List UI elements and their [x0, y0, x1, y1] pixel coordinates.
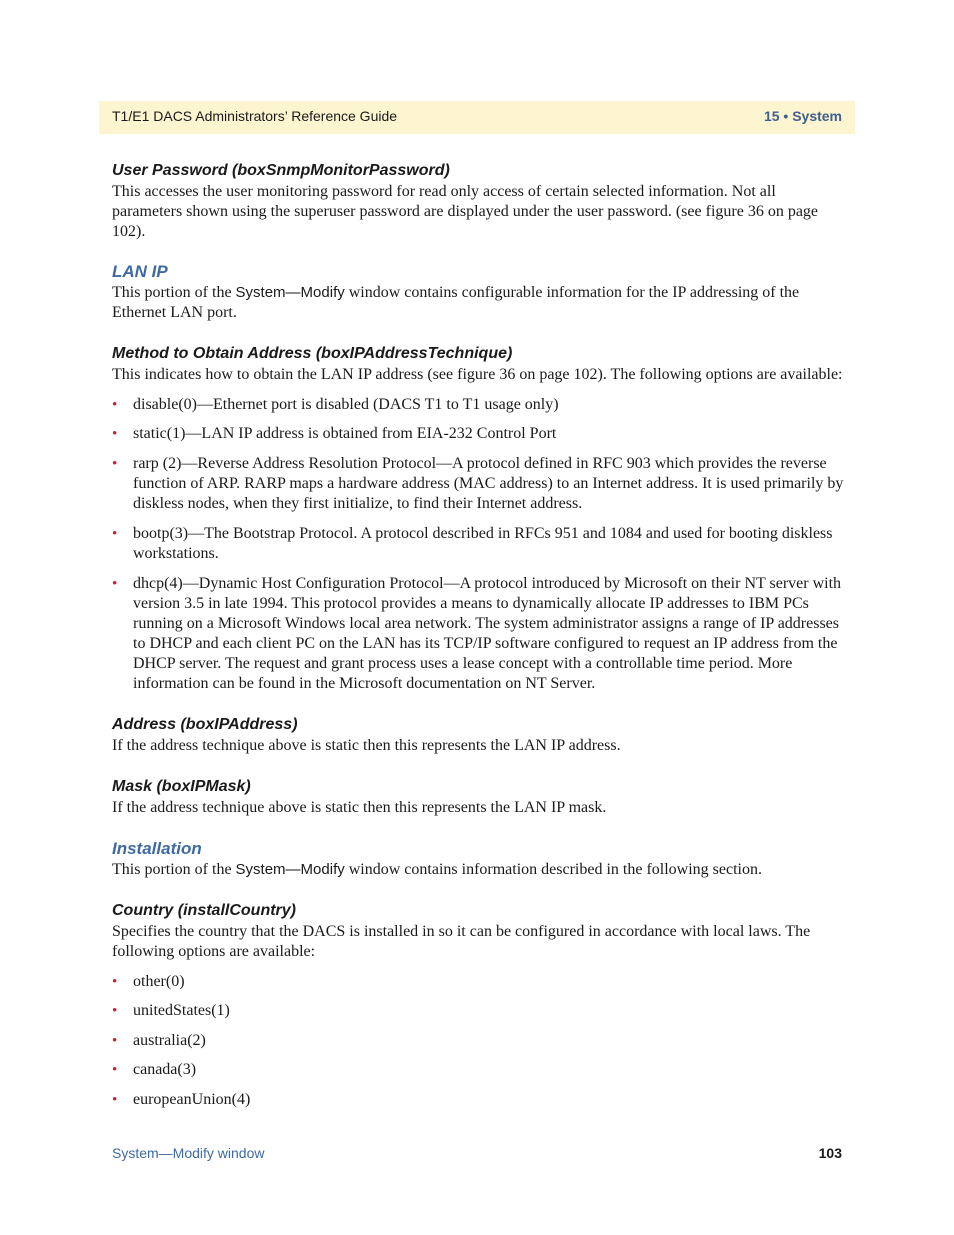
bullet-icon: • — [112, 1092, 118, 1108]
bullet-icon: • — [112, 1062, 118, 1078]
option-text: rarp (2)—Reverse Address Resolution Protocol—A protocol defined in RFC 903 which provides the reverse function of ARP. RARP maps a hardware address (MAC address) to an Internet address. It is used primarily by diskless nodes, when they first initialize, to find their Internet address. — [133, 455, 844, 512]
option-text: disable(0)—Ethernet port is disabled (DACS T1 to T1 usage only) — [133, 396, 559, 413]
bullet-icon: • — [112, 1003, 118, 1019]
list-item — [112, 972, 844, 992]
page-number: 103 — [818, 1145, 842, 1161]
bullet-icon: • — [112, 456, 118, 472]
page-content — [112, 160, 844, 1110]
installation-heading: Installation — [112, 839, 202, 858]
option-text: static(1)—LAN IP address is obtained from EIA-232 Control Port — [133, 425, 557, 442]
footer-section-title: System—Modify window — [112, 1145, 265, 1161]
bullet-icon: • — [112, 426, 118, 442]
bullet-icon: • — [112, 397, 118, 413]
list-item — [112, 424, 844, 444]
bullet-icon: • — [112, 576, 118, 592]
option-text: bootp(3)—The Bootstrap Protocol. A protocol described in RFCs 951 and 1084 and used for booting diskless workstations. — [133, 525, 833, 562]
method-body: This indicates how to obtain the LAN IP address (see figure 36 on page 102). The following options are available: — [112, 366, 843, 383]
window-name: System—Modify — [235, 284, 345, 301]
option-text: other(0) — [133, 973, 185, 990]
country-heading: Country (installCountry) — [112, 902, 296, 919]
list-item — [112, 1031, 844, 1051]
lan-ip-body-post: window contains configurable information for the IP addressing of the Ethernet LAN port. — [112, 284, 800, 321]
installation-body-post: window contains information described in the following section. — [344, 861, 762, 878]
list-item — [112, 524, 844, 564]
running-header — [99, 101, 855, 134]
bullet-icon: • — [112, 974, 118, 990]
option-text: canada(3) — [133, 1061, 197, 1078]
address-body: If the address technique above is static then this represents the LAN IP address. — [112, 737, 621, 754]
user-password-body: This accesses the user monitoring password for read only access of certain selected information. Not all parameters shown using the superuser password are displayed under the user password. (see figure 36 on page 102). — [112, 183, 819, 240]
method-options-list — [112, 395, 844, 694]
lan-ip-heading: LAN IP — [112, 262, 168, 281]
list-item — [112, 1060, 844, 1080]
method-heading: Method to Obtain Address (boxIPAddressTechnique) — [112, 345, 513, 362]
bullet-icon: • — [112, 526, 118, 542]
country-body: Specifies the country that the DACS is installed in so it can be configured in accordance with local laws. The following options are available: — [112, 923, 811, 960]
list-item — [112, 1090, 844, 1110]
chapter-label: 15 • System — [763, 108, 842, 124]
list-item — [112, 454, 844, 514]
address-heading: Address (boxIPAddress) — [112, 716, 298, 733]
list-item — [112, 395, 844, 415]
user-password-heading: User Password (boxSnmpMonitorPassword) — [112, 162, 450, 179]
mask-body: If the address technique above is static then this represents the LAN IP mask. — [112, 799, 607, 816]
mask-heading: Mask (boxIPMask) — [112, 778, 251, 795]
country-options-list — [112, 972, 844, 1110]
lan-ip-body-pre: This portion of the — [112, 284, 236, 301]
lan-ip-body — [112, 283, 844, 323]
installation-body-pre: This portion of the — [112, 861, 236, 878]
list-item — [112, 1001, 844, 1021]
guide-title: T1/E1 DACS Administrators’ Reference Guide — [112, 108, 398, 124]
window-name: System—Modify — [235, 861, 345, 878]
list-item — [112, 574, 844, 694]
option-text: dhcp(4)—Dynamic Host Configuration Protocol—A protocol introduced by Microsoft on their NT server with version 3.5 in late 1994. This protocol provides a means to dynamically allocate IP addresses to IBM PCs running on a Microsoft Windows local area network. The system administrator assigns a range of IP addresses to DHCP and each client PC on the LAN has its TCP/IP software configured to request an IP address from the DHCP server. The request and grant process uses a lease concept with a controllable time period. More information can be found in the Microsoft documentation on NT Server. — [133, 575, 842, 692]
option-text: australia(2) — [133, 1032, 206, 1049]
option-text: unitedStates(1) — [133, 1002, 230, 1019]
installation-body — [112, 860, 844, 880]
option-text: europeanUnion(4) — [133, 1091, 251, 1108]
bullet-icon: • — [112, 1033, 118, 1049]
